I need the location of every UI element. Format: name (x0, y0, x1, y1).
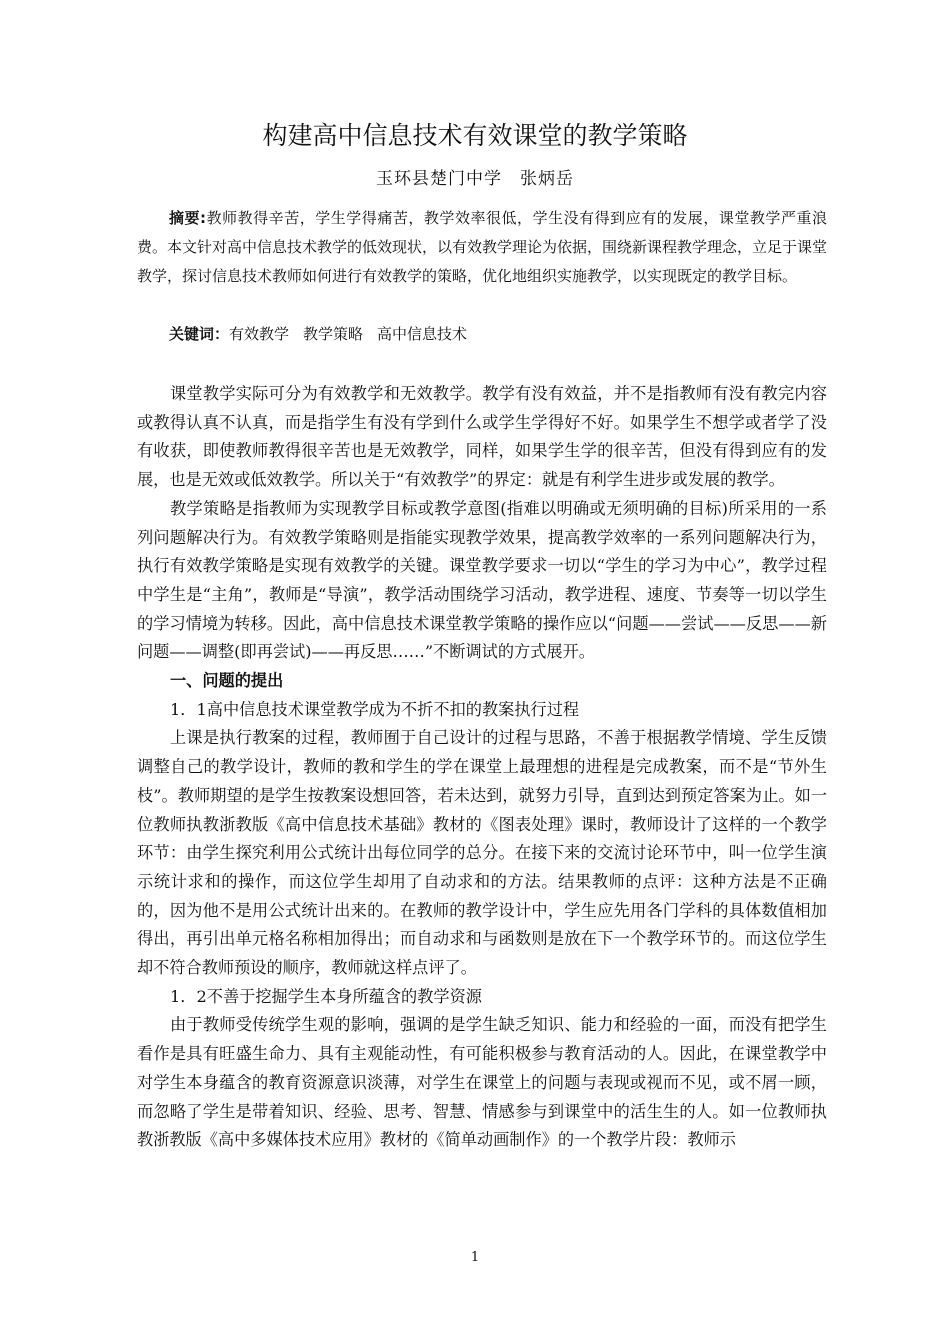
abstract-text: 教师教得辛苦，学生学得痛苦，教学效率很低，学生没有得到应有的发展，课堂教学严重浪费。本文针对高中信息技术教学的低效现状，以有效教学理论为依据，围绕新课程教学理念，立足于课堂教学，探讨信息技术教师如何进行有效教学的策略，优化地组织实施教学，以实现既定的教学目标。 (137, 209, 828, 285)
body-text (137, 380, 827, 1155)
paragraph: 课堂教学实际可分为有效教学和无效教学。教学有没有效益，并不是指教师有没有教完内容或教得认真不认真，而是指学生有没有学到什么或学生学得好不好。如果学生不想学或者学了没有收获，即使教师教得很辛苦也是无效教学，同样，如果学生学的很辛苦，但没有得到应有的发展，也是无效或低效教学。所以关于“有效教学”的界定：就是有利学生进步或发展的教学。 (137, 384, 827, 490)
document-title: 构建高中信息技术有效课堂的教学策略 (262, 121, 688, 150)
abstract (137, 204, 827, 291)
paragraph: 上课是执行教案的过程，教师囿于自己设计的过程与思路，不善于根据教学情境、学生反馈调整自己的教学设计，教师的教和学生的学在课堂上最理想的进程是完成教案，而不是“节外生枝”。教师期望的是学生按教案设想回答，若未达到，就努力引导，直到达到预定答案为止。如一位教师执教浙教版《高中信息技术基础》教材的《图表处理》课时，教师设计了这样的一个教学环节：由学生探究利用公式统计出每位同学的总分。在接下来的交流讨论环节中，叫一位学生演示统计求和的操作，而这位学生却用了自动求和的方法。结果教师的点评：这种方法是不正确的，因为他不是用公式统计出来的。在教师的教学设计中，学生应先用各门学科的具体数值相加得出，再引出单元格名称相加得出；而自动求和与函数则是放在下一个教学环节的。而这位学生却不符合教师预设的顺序，教师就这样点评了。 (137, 728, 827, 978)
keywords-label: 关键词： (169, 325, 230, 343)
paragraph: 由于教师受传统学生观的影响，强调的是学生缺乏知识、能力和经验的一面，而没有把学生看作是具有旺盛生命力、具有主观能动性，有可能积极参与教育活动的人。因此，在课堂教学中对学生本身蕴含的教育资源意识淡薄，对学生在课堂上的问题与表现或视而不见，或不屑一顾，而忽略了学生是带着知识、经验、思考、智慧、情感参与到课堂中的活生生的人。如一位教师执教浙教版《高中多媒体技术应用》教材的《简单动画制作》的一个教学片段：教师示 (137, 1015, 827, 1150)
keyword: 高中信息技术 (377, 325, 468, 343)
keyword: 教学策略 (303, 325, 364, 343)
subsection-heading: 1．2不善于挖掘学生本身所蕴含的教学资源 (170, 986, 482, 1006)
page-number: 1 (470, 1250, 480, 1265)
paragraph: 教学策略是指教师为实现教学目标或教学意图(指难以明确或无须明确的目标)所采用的一系列问题解决行为。有效教学策略则是指能实现教学效果，提高教学效率的一系列问题解决行为，执行有效教学策略是实现有效教学的关键。课堂教学要求一切以“学生的学习为中心”，教学过程中学生是“主角”，教师是“导演”，教学活动围绕学习活动，教学进程、速度、节奏等一切以学生的学习情境为转移。因此，高中信息技术课堂教学策略的操作应以“问题——尝试——反思——新问题——调整(即再尝试)——再反思……”不断调试的方式展开。 (137, 498, 827, 662)
abstract-label: 摘要: (169, 209, 207, 227)
section-heading: 一、问题的提出 (170, 671, 284, 691)
keyword: 有效教学 (229, 325, 290, 343)
author-line: 玉环县楚门中学 张炳岳 (376, 169, 574, 189)
keywords-line (169, 320, 481, 349)
subsection-heading: 1．1高中信息技术课堂教学成为不折不扣的教案执行过程 (170, 699, 580, 719)
